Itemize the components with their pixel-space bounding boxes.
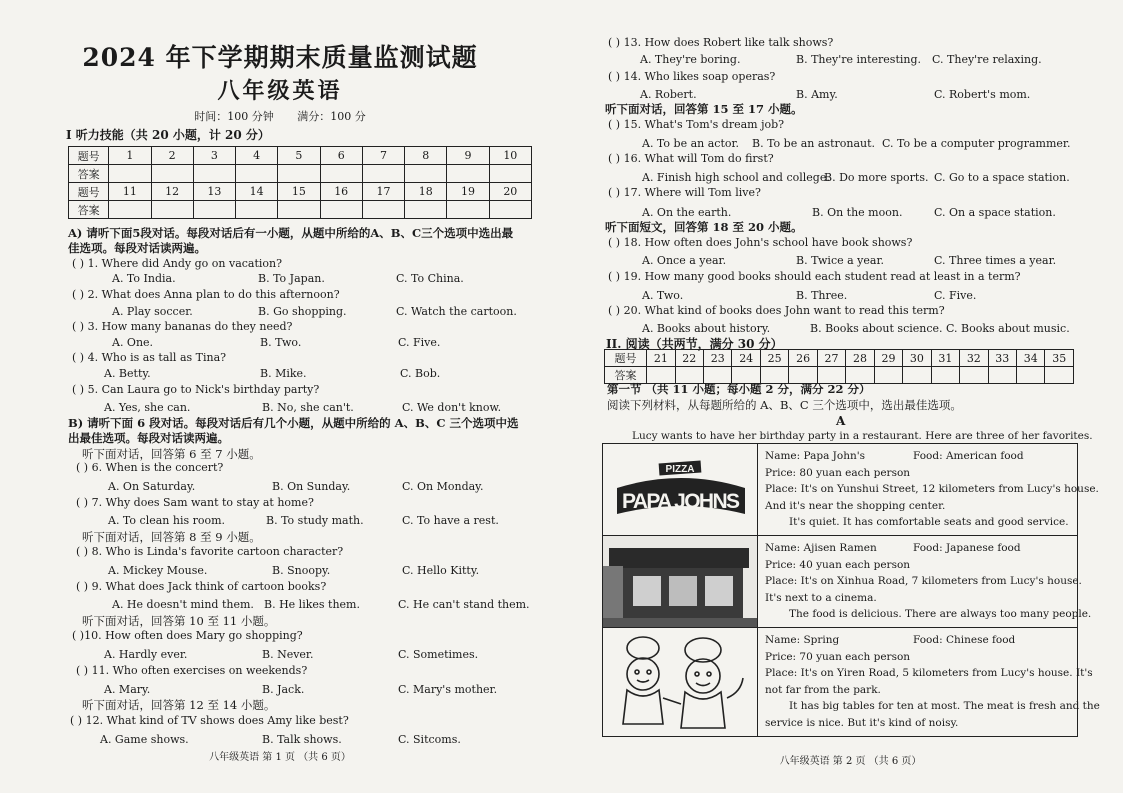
option-a: A. Finish high school and college. [642, 171, 830, 184]
option-b: B. Three. [796, 289, 848, 302]
table-row [69, 201, 532, 219]
question-11: ( ) 11. Who often exercises on weekends? [76, 664, 308, 677]
question-20: ( ) 20. What kind of books does John want to read this term? [608, 304, 945, 317]
question-number: 11 [109, 183, 151, 201]
option-b: B. Snoopy. [272, 564, 331, 577]
question-number: 2 [151, 147, 193, 165]
option-a: A. Betty. [104, 367, 151, 380]
row-label: 题号 [69, 183, 109, 201]
reading-section-title: II. 阅读（共两节，满分 30 分） [606, 337, 783, 351]
question-2: ( ) 2. What does Anna plan to do this afternoon? [72, 288, 340, 301]
restaurant-food: Food: Chinese food [913, 634, 1016, 646]
question-6: ( ) 6. When is the concert? [76, 461, 224, 474]
question-number: 1 [109, 147, 151, 165]
option-c: C. We don't know. [402, 401, 502, 414]
dialog-instruction: 听下面对话，回答第 15 至 17 小题。 [605, 102, 803, 116]
page-footer-left: 八年级英语 第 1 页 （共 6 页） [209, 752, 351, 763]
restaurant-price: Price: 80 yuan each person [765, 466, 911, 479]
option-c: C. On Monday. [402, 480, 484, 493]
question-17: ( ) 17. Where will Tom live? [608, 186, 761, 199]
option-b: B. Mike. [260, 367, 307, 380]
row-label: 题号 [69, 147, 109, 165]
question-16: ( ) 16. What will Tom do first? [608, 152, 774, 165]
restaurant-table [602, 443, 1100, 737]
question-number: 10 [489, 147, 531, 165]
option-c: C. Three times a year. [934, 254, 1057, 267]
question-number: 24 [732, 350, 760, 367]
restaurant-name: Name: Papa John's [765, 450, 865, 462]
question-number: 3 [193, 147, 235, 165]
answer-cell[interactable] [960, 367, 988, 384]
question-18: ( ) 18. How often does John's school have book shows? [608, 236, 913, 249]
question-10: ( )10. How often does Mary go shopping? [72, 629, 303, 642]
option-b: B. Amy. [796, 88, 838, 101]
answer-cell[interactable] [874, 367, 902, 384]
dialog-instruction: 听下面对话，回答第 8 至 9 小题。 [82, 530, 261, 544]
restaurant-info [765, 448, 1099, 531]
restaurant-detail: service is nice. But it's kind of noisy. [765, 716, 959, 729]
question-19: ( ) 19. How many good books should each student read at least in a term? [608, 270, 1021, 283]
reading-part1-instruction: 阅读下列材料，从每题所给的 A、B、C 三个选项中，选出最佳选项。 [607, 398, 962, 412]
option-a: A. They're boring. [640, 53, 741, 66]
option-c: C. Five. [934, 289, 977, 302]
option-b: B. No, she can't. [262, 401, 354, 414]
question-number: 23 [704, 350, 732, 367]
question-number: 26 [789, 350, 817, 367]
question-number: 7 [362, 147, 404, 165]
question-number: 19 [447, 183, 489, 201]
option-c: C. They're relaxing. [932, 53, 1042, 66]
question-number: 9 [447, 147, 489, 165]
exam-score: 满分：100 分 [297, 110, 366, 123]
restaurant-row-papa-johns [603, 444, 1099, 536]
option-c: C. Go to a space station. [934, 171, 1070, 184]
exam-time: 时间：100 分钟 [194, 110, 274, 123]
question-4: ( ) 4. Who is as tall as Tina? [72, 351, 227, 364]
question-number: 14 [236, 183, 278, 201]
option-a: A. Hardly ever. [104, 648, 188, 661]
logo-main-text: PAPA JOHNS [622, 490, 740, 513]
restaurant-name: Name: Ajisen Ramen [765, 542, 877, 554]
row-label: 答案 [69, 165, 109, 183]
option-c: C. Bob. [400, 367, 441, 380]
passage-label: A [836, 414, 846, 428]
option-a: A. Game shows. [100, 733, 189, 746]
question-14: ( ) 14. Who likes soap operas? [608, 70, 776, 83]
dialog-instruction: 听下面对话，回答第 12 至 14 小题。 [82, 698, 276, 712]
reading-answer-table [604, 349, 1074, 384]
partA-instruction: A) 请听下面5段对话。每段对话后有一小题，从题中所给的A、B、C三个选项中选出最 [68, 226, 514, 240]
option-b: B. To study math. [266, 514, 364, 527]
listening-answer-table [68, 146, 532, 219]
answer-cell[interactable] [278, 165, 320, 183]
option-b: B. Talk shows. [262, 733, 342, 746]
question-number: 35 [1045, 350, 1074, 367]
answer-cell[interactable] [931, 367, 959, 384]
option-a: A. Once a year. [642, 254, 727, 267]
restaurant-place: Place: It's on Yiren Road, 5 kilometers from Lucy's house. It's [765, 667, 1093, 679]
row-label: 答案 [69, 201, 109, 219]
restaurant-price: Price: 40 yuan each person [765, 558, 911, 571]
restaurant-food: Food: Japanese food [913, 542, 1021, 554]
answer-cell[interactable] [193, 201, 235, 219]
restaurant-place: Place: It's on Yunshui Street, 12 kilometers from Lucy's house. [765, 483, 1099, 495]
option-b: B. To Japan. [258, 272, 325, 285]
option-c: C. Hello Kitty. [402, 564, 480, 577]
answer-cell[interactable] [151, 165, 193, 183]
papa-johns-logo [603, 444, 758, 535]
question-1: ( ) 1. Where did Andy go on vacation? [72, 257, 283, 270]
answer-cell[interactable] [109, 165, 151, 183]
answer-cell[interactable] [405, 201, 447, 219]
restaurant-detail: It's quiet. It has comfortable seats and good service. [789, 516, 1069, 528]
answer-cell[interactable] [320, 165, 362, 183]
answer-cell[interactable] [236, 201, 278, 219]
option-b: B. Go shopping. [258, 305, 347, 318]
answer-cell[interactable] [447, 165, 489, 183]
reading-part1-title: 第一节 （共 11 小题；每小题 2 分，满分 22 分） [607, 382, 871, 396]
option-b: B. Never. [262, 648, 314, 661]
partB-instruction: B) 请听下面 6 段对话。每段对话后有几个小题，从题中所给的 A、B、C 三个选项中选 [68, 416, 519, 430]
left-page [0, 0, 560, 793]
question-number: 32 [960, 350, 988, 367]
question-number: 28 [846, 350, 874, 367]
passage-instruction: 听下面短文，回答第 18 至 20 小题。 [605, 220, 803, 234]
option-c: C. To have a rest. [402, 514, 499, 527]
question-number: 18 [405, 183, 447, 201]
option-c: C. Sitcoms. [398, 733, 461, 746]
table-row [69, 165, 532, 183]
answer-cell[interactable] [151, 201, 193, 219]
table-row [69, 147, 532, 165]
option-c: C. He can't stand them. [398, 598, 530, 611]
option-c: C. Robert's mom. [934, 88, 1031, 101]
restaurant-detail: not far from the park. [765, 683, 881, 696]
restaurant-row-spring [603, 628, 1100, 736]
row-label: 答案 [605, 367, 647, 384]
dialog-instruction: 听下面对话，回答第 10 至 11 小题。 [82, 614, 276, 628]
passage-intro: Lucy wants to have her birthday party in a restaurant. Here are three of her favorites. [632, 430, 1093, 442]
answer-cell[interactable] [193, 165, 235, 183]
dialog-instruction: 听下面对话，回答第 6 至 7 小题。 [82, 447, 261, 461]
listening-section-title: I 听力技能（共 20 小题，计 20 分） [66, 128, 270, 142]
answer-cell[interactable] [1017, 367, 1045, 384]
logo-pizza-text: PIZZA [665, 464, 695, 475]
restaurant-detail: And it's near the shopping center. [765, 499, 946, 512]
question-number: 21 [647, 350, 675, 367]
option-a: A. On the earth. [642, 206, 732, 219]
option-a: A. To India. [112, 272, 176, 285]
option-b: B. Twice a year. [796, 254, 885, 267]
option-a: A. Play soccer. [112, 305, 193, 318]
option-c: C. Watch the cartoon. [396, 305, 517, 318]
option-c: C. To China. [396, 272, 464, 285]
exam-meta [0, 108, 560, 124]
answer-cell[interactable] [109, 201, 151, 219]
option-b: B. They're interesting. [796, 53, 922, 66]
question-number: 27 [817, 350, 845, 367]
restaurant-price: Price: 70 yuan each person [765, 650, 911, 663]
question-number: 22 [675, 350, 703, 367]
question-number: 34 [1017, 350, 1045, 367]
option-b: B. On Sunday. [272, 480, 351, 493]
restaurant-detail: The food is delicious. There are always too many people. [789, 608, 1092, 620]
option-c: C. Mary's mother. [398, 683, 498, 696]
answer-cell[interactable] [489, 201, 531, 219]
answer-cell[interactable] [362, 201, 404, 219]
answer-cell[interactable] [447, 201, 489, 219]
question-number: 4 [236, 147, 278, 165]
question-9: ( ) 9. What does Jack think of cartoon books? [76, 580, 327, 593]
option-a: A. To clean his room. [108, 514, 226, 527]
answer-cell[interactable] [236, 165, 278, 183]
option-b: B. To be an astronaut. [752, 137, 876, 150]
option-c: C. On a space station. [934, 206, 1056, 219]
question-number: 16 [320, 183, 362, 201]
option-a: A. On Saturday. [108, 480, 196, 493]
option-b: B. He likes them. [264, 598, 360, 611]
option-a: A. One. [112, 336, 154, 349]
restaurant-info [765, 632, 1100, 731]
page-footer-right: 八年级英语 第 2 页 （共 6 页） [779, 756, 922, 767]
restaurant-place: Place: It's on Xinhua Road, 7 kilometers from Lucy's house. [765, 575, 1082, 587]
question-7: ( ) 7. Why does Sam want to stay at home? [76, 496, 314, 509]
restaurant-detail: It has big tables for ten at most. The meat is fresh and the [789, 700, 1100, 712]
answer-cell[interactable] [1045, 367, 1074, 384]
table-row [605, 350, 1074, 367]
option-b: B. On the moon. [812, 206, 903, 219]
question-12: ( ) 12. What kind of TV shows does Amy like best? [70, 714, 349, 727]
question-number: 12 [151, 183, 193, 201]
question-3: ( ) 3. How many bananas do they need? [72, 320, 293, 333]
answer-cell[interactable] [278, 201, 320, 219]
chef-cartoon-image [603, 628, 758, 736]
restaurant-row-ajisen [603, 536, 1092, 628]
question-number: 6 [320, 147, 362, 165]
partA-instruction-2: 佳选项。每段对话读两遍。 [68, 241, 206, 255]
answer-cell[interactable] [903, 367, 931, 384]
question-15: ( ) 15. What's Tom's dream job? [608, 118, 785, 131]
row-label: 题号 [605, 350, 647, 367]
restaurant-name: Name: Spring [765, 634, 840, 646]
option-b: B. Do more sports. [824, 171, 929, 184]
option-a: A. Two. [642, 289, 684, 302]
option-c: C. Sometimes. [398, 648, 479, 661]
exam-title: 2024 年下学期期末质量监测试题 [82, 43, 478, 72]
question-number: 25 [760, 350, 788, 367]
question-number: 31 [931, 350, 959, 367]
question-number: 15 [278, 183, 320, 201]
question-number: 29 [874, 350, 902, 367]
answer-cell[interactable] [320, 201, 362, 219]
answer-cell[interactable] [988, 367, 1016, 384]
option-c: C. Five. [398, 336, 441, 349]
option-a: A. He doesn't mind them. [112, 598, 254, 611]
option-b: B. Books about science. [810, 322, 943, 335]
option-a: A. Robert. [640, 88, 697, 101]
option-a: A. Mickey Mouse. [108, 564, 208, 577]
answer-cell[interactable] [489, 165, 531, 183]
option-a: A. Yes, she can. [104, 401, 191, 414]
question-number: 13 [193, 183, 235, 201]
option-c: C. Books about music. [946, 322, 1070, 335]
table-row [69, 183, 532, 201]
question-8: ( ) 8. Who is Linda's favorite cartoon character? [76, 545, 344, 558]
question-number: 8 [405, 147, 447, 165]
restaurant-detail: It's next to a cinema. [765, 591, 877, 604]
question-number: 30 [903, 350, 931, 367]
question-number: 33 [988, 350, 1016, 367]
option-a: A. To be an actor. [642, 137, 740, 150]
exam-subtitle: 八年级英语 [217, 78, 343, 104]
answer-cell[interactable] [362, 165, 404, 183]
question-13: ( ) 13. How does Robert like talk shows? [608, 36, 834, 49]
partB-instruction-2: 出最佳选项。每段对话读两遍。 [68, 431, 229, 445]
option-c: C. To be a computer programmer. [882, 137, 1071, 150]
option-a: A. Books about history. [642, 322, 771, 335]
restaurant-food: Food: American food [913, 450, 1024, 462]
option-a: A. Mary. [104, 683, 151, 696]
question-5: ( ) 5. Can Laura go to Nick's birthday party? [72, 383, 320, 396]
restaurant-info [765, 540, 1092, 623]
option-b: B. Two. [260, 336, 302, 349]
question-number: 5 [278, 147, 320, 165]
answer-cell[interactable] [405, 165, 447, 183]
storefront-image [603, 536, 758, 627]
question-number: 20 [489, 183, 531, 201]
question-number: 17 [362, 183, 404, 201]
option-b: B. Jack. [262, 683, 305, 696]
